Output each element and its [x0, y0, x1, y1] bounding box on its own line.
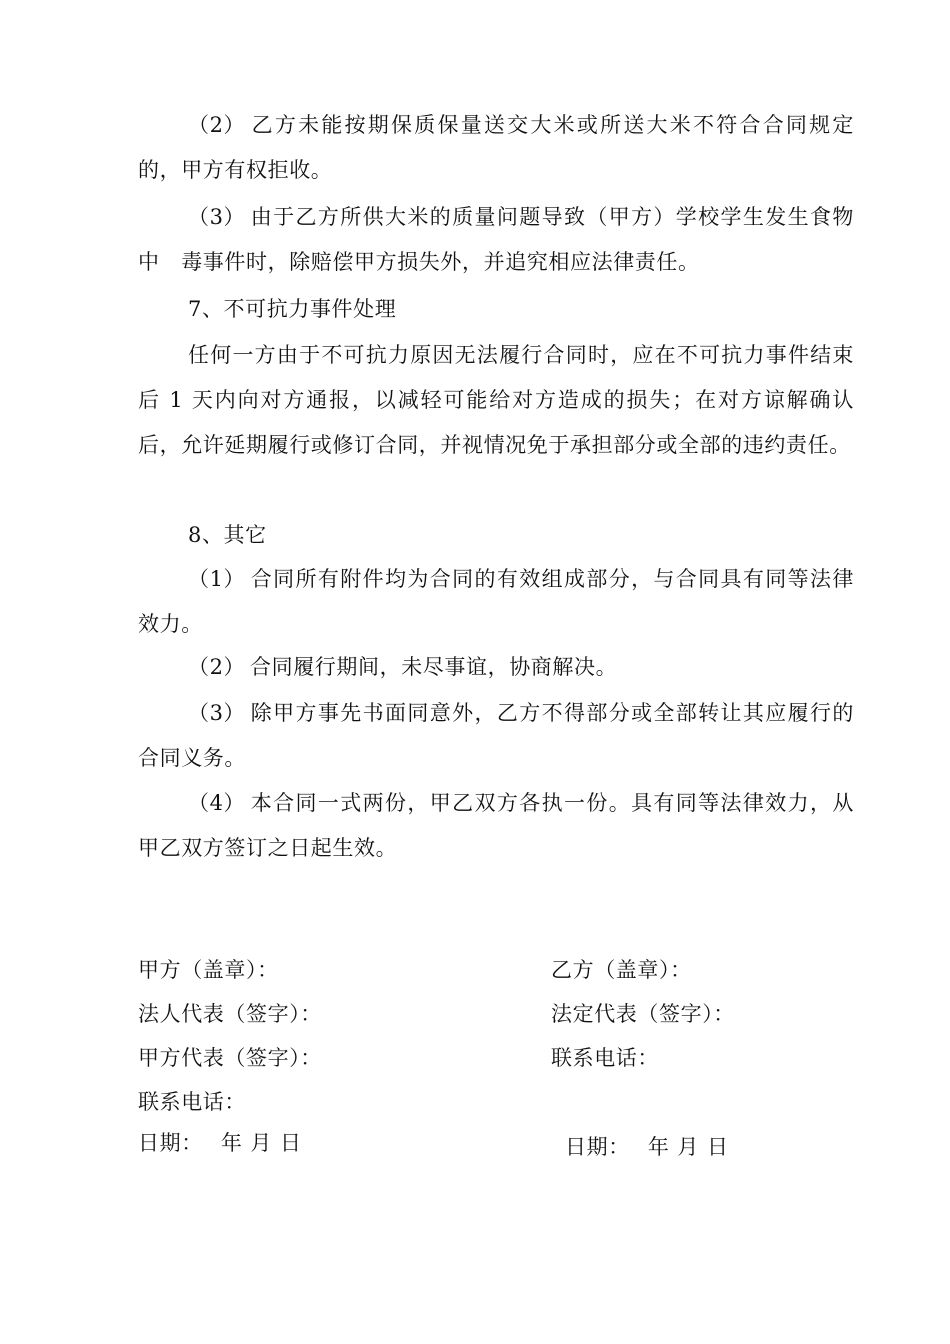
party-b-date: [565, 1132, 729, 1162]
clause-number: （3）: [188, 205, 246, 229]
party-b-phone: 联系电话：: [551, 1046, 659, 1070]
date-month: 月: [250, 1131, 273, 1155]
clause-text: 由于乙方所供大米的质量问题导致（甲方）学校学生发生食物中 毒事件时，除赔偿甲方损失外，并追究相应法律责任。: [138, 205, 854, 274]
clause-6-3: [138, 195, 854, 285]
clause-6-2: [138, 103, 854, 193]
clause-text: 除甲方事先书面同意外，乙方不得部分或全部转让其应履行的合同义务。: [138, 701, 854, 770]
date-year: 年: [647, 1135, 670, 1159]
clause-number: （3）: [188, 701, 246, 725]
party-b-legal-rep: 法定代表（签字）：: [551, 1002, 735, 1026]
clause-8-1: [138, 557, 854, 647]
clause-number: （1）: [188, 567, 246, 591]
section-8-title: 8、其它: [188, 523, 267, 547]
clause-text: 合同履行期间，未尽事谊，协商解决。: [250, 655, 618, 679]
clause-number: （4）: [188, 791, 246, 815]
date-day: 日: [707, 1135, 729, 1159]
clause-8-3: [138, 691, 854, 781]
party-a-representative: 甲方代表（签字）：: [138, 1046, 322, 1070]
party-b-seal: 乙方（盖章）：: [551, 958, 692, 982]
date-month: 月: [677, 1135, 700, 1159]
date-day: 日: [280, 1131, 302, 1155]
party-a-date: [138, 1128, 302, 1158]
date-label: 日期：: [138, 1131, 203, 1155]
clause-text: 乙方未能按期保质保量送交大米或所送大米不符合合同规定的，甲方有权拒收。: [138, 113, 854, 182]
date-year: 年: [220, 1131, 243, 1155]
party-a-seal: 甲方（盖章）：: [138, 958, 279, 982]
clause-number: （2）: [188, 655, 246, 679]
clause-text: 本合同一式两份，甲乙双方各执一份。具有同等法律效力，从甲乙双方签订之日起生效。: [138, 791, 854, 860]
clause-text: 合同所有附件均为合同的有效组成部分，与合同具有同等法律效力。: [138, 567, 854, 636]
clause-8-4: [138, 781, 854, 871]
party-a-phone: 联系电话：: [138, 1090, 246, 1114]
clause-number: （2）: [188, 113, 246, 137]
party-a-legal-rep: 法人代表（签字）：: [138, 1002, 322, 1026]
section-7-body: 任何一方由于不可抗力原因无法履行合同时，应在不可抗力事件结束后 1 天内向对方通报，以减轻可能给对方造成的损失；在对方谅解确认后，允许延期履行或修订合同，并视情况免于承担部分或全部的违约责任。: [138, 343, 854, 457]
date-label: 日期：: [565, 1135, 630, 1159]
clause-8-2: [138, 645, 854, 690]
section-7-title: 7、不可抗力事件处理: [188, 297, 397, 321]
